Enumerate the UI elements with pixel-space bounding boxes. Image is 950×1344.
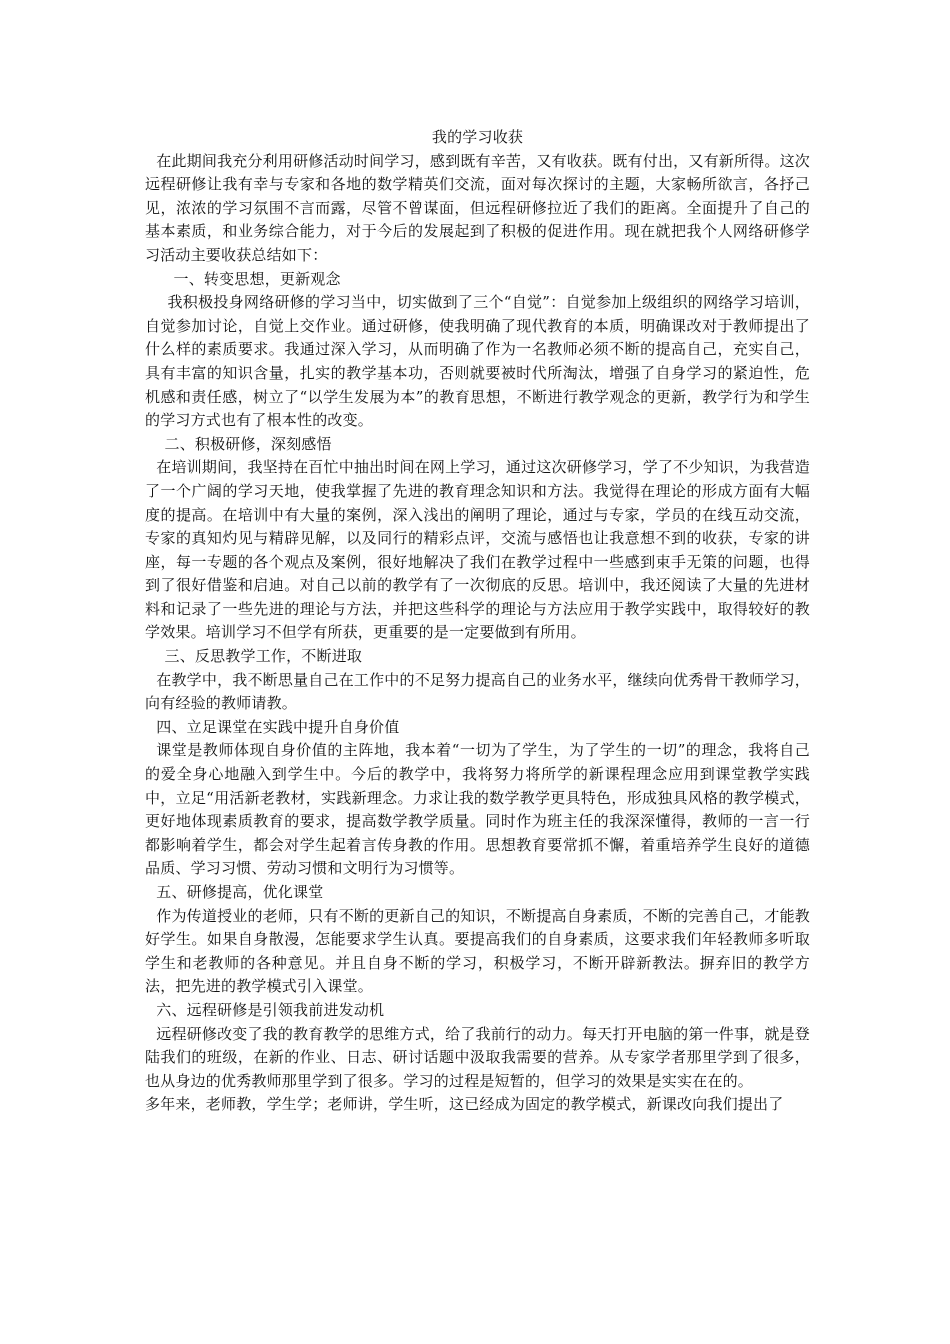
section-heading-4: 四、立足课堂在实践中提升自身价值 (156, 717, 400, 736)
section-heading-6: 六、远程研修是引领我前进发动机 (156, 1000, 385, 1019)
section-body-2: 在培训期间，我坚持在百忙中抽出时间在网上学习，通过这次研修学习，学了不少知识，为我营造了一个广阔的学习天地，使我掌握了先进的教育理念知识和方法。我觉得在理论的形成方面有大幅度的提高。在培训中有大量的案例，深入浅出的阐明了理论，通过与专家，学员的在线互动交流，专家的真知灼见与精辟见解，以及同行的精彩点评，交流与感悟也让我意想不到的收获，专家的讲座，每一专题的各个观点及案例，很好地解决了我们在教学过程中一些感到束手无策的问题，也得到了很好借鉴和启迪。对自己以前的教学有了一次彻底的反思。培训中，我还阅读了大量的先进材料和记录了一些先进的理论与方法，并把这些科学的理论与方法应用于教学实践中，取得较好的教学效果。培训学习不但学有所获，更重要的是一定要做到有所用。 (145, 458, 810, 642)
section-body-5: 作为传道授业的老师，只有不断的更新自己的知识，不断提高自身素质，不断的完善自己，才能教好学生。如果自身散漫，怎能要求学生认真。要提高我们的自身素质，这要求我们年轻教师多听取学生和老教师的各种意见。并且自身不断的学习，积极学习，不断开辟新教法。摒弃旧的教学方法，把先进的教学模式引入课堂。 (145, 906, 810, 996)
section-heading-1: 一、转变思想，更新观念 (173, 269, 341, 288)
section-heading-5: 五、研修提高，优化课堂 (156, 883, 324, 901)
section-body-6: 远程研修改变了我的教育教学的思维方式，给了我前行的动力。每天打开电脑的第一件事，就是登陆我们的班级，在新的作业、日志、研讨话题中汲取我需要的营养。从专家学者那里学到了很多，也从身边的优秀教师那里学到了很多。学习的过程是短暂的，但学习的效果是实实在在的。 (145, 1024, 810, 1090)
intro-paragraph: 在此期间我充分利用研修活动时间学习，感到既有辛苦，又有收获。既有付出，又有新所得。这次远程研修让我有幸与专家和各地的数学精英们交流，面对每次探讨的主题，大家畅所欲言，各抒己见，浓浓的学习氛围不言而露，尽管不曾谋面，但远程研修拉近了我们的距离。全面提升了自己的基本素质，和业务综合能力，对于今后的发展起到了积极的促进作用。现在就把我个人网络研修学习活动主要收获总结如下： (145, 151, 810, 264)
document-title: 我的学习收获 (431, 128, 524, 146)
section-heading-2: 二、积极研修，深刻感悟 (164, 434, 332, 453)
document-page (145, 126, 810, 1117)
section-heading-3: 三、反思教学工作，不断进取 (164, 647, 363, 666)
section-body-3: 在教学中，我不断思量自己在工作中的不足努力提高自己的业务水平，继续向优秀骨干教师学习，向有经验的教师请教。 (145, 670, 810, 713)
closing-paragraph: 多年来，老师教，学生学；老师讲，学生听，这已经成为固定的教学模式，新课改向我们提出了 (145, 1095, 784, 1114)
section-body-4: 课堂是教师体现自身价值的主阵地，我本着“一切为了学生，为了学生的一切”的理念，我将自己的爱全身心地融入到学生中。今后的教学中，我将努力将所学的新课程理念应用到课堂教学实践中，立足“用活新老教材，实践新理念。力求让我的数学教学更具特色，形成独具风格的教学模式，更好地体现素质教育的要求，提高数学教学质量。同时作为班主任的我深深懂得，教师的一言一行都影响着学生，都会对学生起着言传身教的作用。思想教育要常抓不懈，着重培养学生良好的道德品质、学习习惯、劳动习惯和文明行为习惯等。 (145, 741, 810, 878)
section-body-1: 我积极投身网络研修的学习当中，切实做到了三个“自觉”：自觉参加上级组织的网络学习培训，自觉参加讨论，自觉上交作业。通过研修，使我明确了现代教育的本质，明确课改对于教师提出了什么样的素质要求。我通过深入学习，从而明确了作为一名教师必须不断的提高自己，充实自己，具有丰富的知识含量，扎实的教学基本功，否则就要被时代所淘汰，增强了自身学习的紧迫性，危机感和责任感，树立了“以学生发展为本”的教育思想，不断进行教学观念的更新，教学行为和学生的学习方式也有了根本性的改变。 (145, 293, 810, 430)
